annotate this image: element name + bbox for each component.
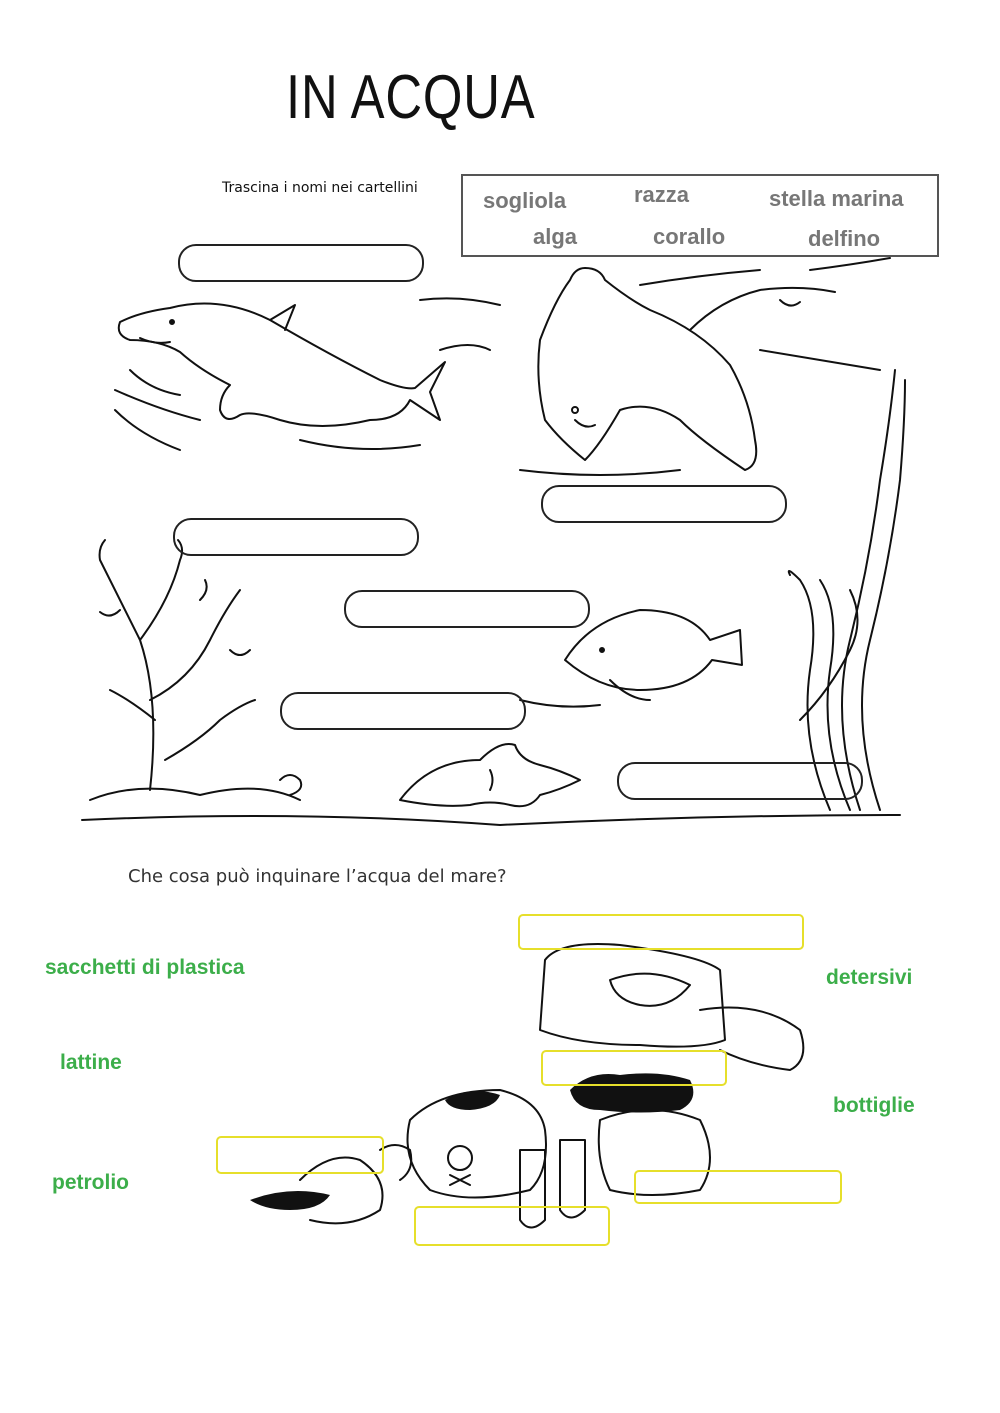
word-detersivi[interactable]: detersivi bbox=[826, 966, 913, 989]
word-sogliola[interactable]: sogliola bbox=[483, 188, 567, 213]
starfish-drawing bbox=[400, 744, 580, 806]
drop-box-bottles[interactable] bbox=[634, 1170, 842, 1204]
drop-box-starfish[interactable] bbox=[280, 692, 526, 730]
drop-box-seaweed[interactable] bbox=[617, 762, 863, 800]
word-petrolio[interactable]: petrolio bbox=[52, 1171, 129, 1194]
drop-box-sole[interactable] bbox=[344, 590, 590, 628]
drop-box-bag[interactable] bbox=[518, 914, 804, 950]
pollution-question: Che cosa può inquinare l’acqua del mare? bbox=[128, 866, 507, 887]
word-bottiglie[interactable]: bottiglie bbox=[833, 1094, 915, 1117]
drop-box-detergent[interactable] bbox=[541, 1050, 727, 1086]
word-bank bbox=[461, 174, 939, 257]
ray-drawing bbox=[520, 258, 890, 475]
drop-box-dolphin[interactable] bbox=[178, 244, 424, 282]
word-sacchetti-di-plastica[interactable]: sacchetti di plastica bbox=[45, 956, 245, 979]
page-title: IN ACQUA bbox=[286, 63, 536, 132]
drop-box-coral[interactable] bbox=[173, 518, 419, 556]
drop-box-cans[interactable] bbox=[216, 1136, 384, 1174]
drop-box-ray[interactable] bbox=[541, 485, 787, 523]
word-delfino[interactable]: delfino bbox=[808, 226, 881, 251]
drop-box-oil[interactable] bbox=[414, 1206, 610, 1246]
word-corallo[interactable]: corallo bbox=[653, 224, 726, 249]
word-alga[interactable]: alga bbox=[533, 224, 578, 249]
coral-drawing bbox=[90, 540, 301, 800]
instruction-text: Trascina i nomi nei cartellini bbox=[222, 180, 418, 196]
word-razza[interactable]: razza bbox=[634, 182, 690, 207]
word-stella-marina[interactable]: stella marina bbox=[769, 186, 904, 211]
dolphin-drawing bbox=[115, 298, 500, 450]
word-lattine[interactable]: lattine bbox=[60, 1051, 122, 1074]
